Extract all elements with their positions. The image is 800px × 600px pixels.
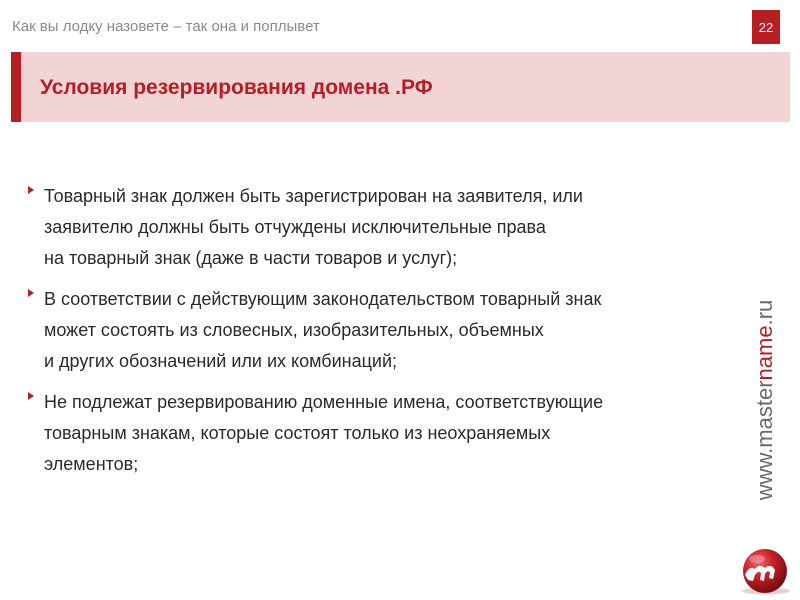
bullet-line: Не подлежат резервированию доменные имена, соответствующие (44, 392, 604, 412)
bullet-line: Товарный знак должен быть зарегистрирован на заявителя, или (44, 186, 583, 206)
title-band (11, 52, 790, 122)
bullet-list (26, 181, 746, 490)
bullet-line: и других обозначений или их комбинаций; (44, 351, 398, 371)
bullet-line: В соответствии с действующим законодательством товарный знак (44, 289, 602, 309)
site-url-prefix: www.master (752, 380, 777, 501)
slide-title: Условия резервирования домена .РФ (40, 76, 433, 99)
bullet-item (26, 181, 746, 274)
masterhost-logo-icon (735, 545, 795, 595)
bullet-item (26, 387, 746, 480)
bullet-marker-icon (28, 289, 34, 297)
bullet-line: на товарный знак (даже в части товаров и услуг); (44, 248, 458, 268)
bullet-marker-icon (28, 186, 34, 194)
title-accent-bar (11, 52, 21, 122)
slide-slogan: Как вы лодку назовете – так она и поплывет (12, 18, 320, 35)
bullet-marker-icon (28, 392, 34, 400)
bullet-line: заявителю должны быть отчуждены исключительные права (44, 217, 546, 237)
site-url-brand: name (752, 325, 777, 381)
bullet-line: товарным знакам, которые состоят только из неохраняемых (44, 423, 551, 443)
bullet-line: может состоять из словесных, изобразительных, объемных (44, 320, 544, 340)
page-number: 22 (758, 19, 774, 35)
bullet-item (26, 284, 746, 377)
page-number-badge (752, 10, 780, 44)
bullet-line: элементов; (44, 454, 139, 474)
site-url-suffix: .ru (752, 299, 777, 326)
site-url-vertical (752, 285, 782, 515)
